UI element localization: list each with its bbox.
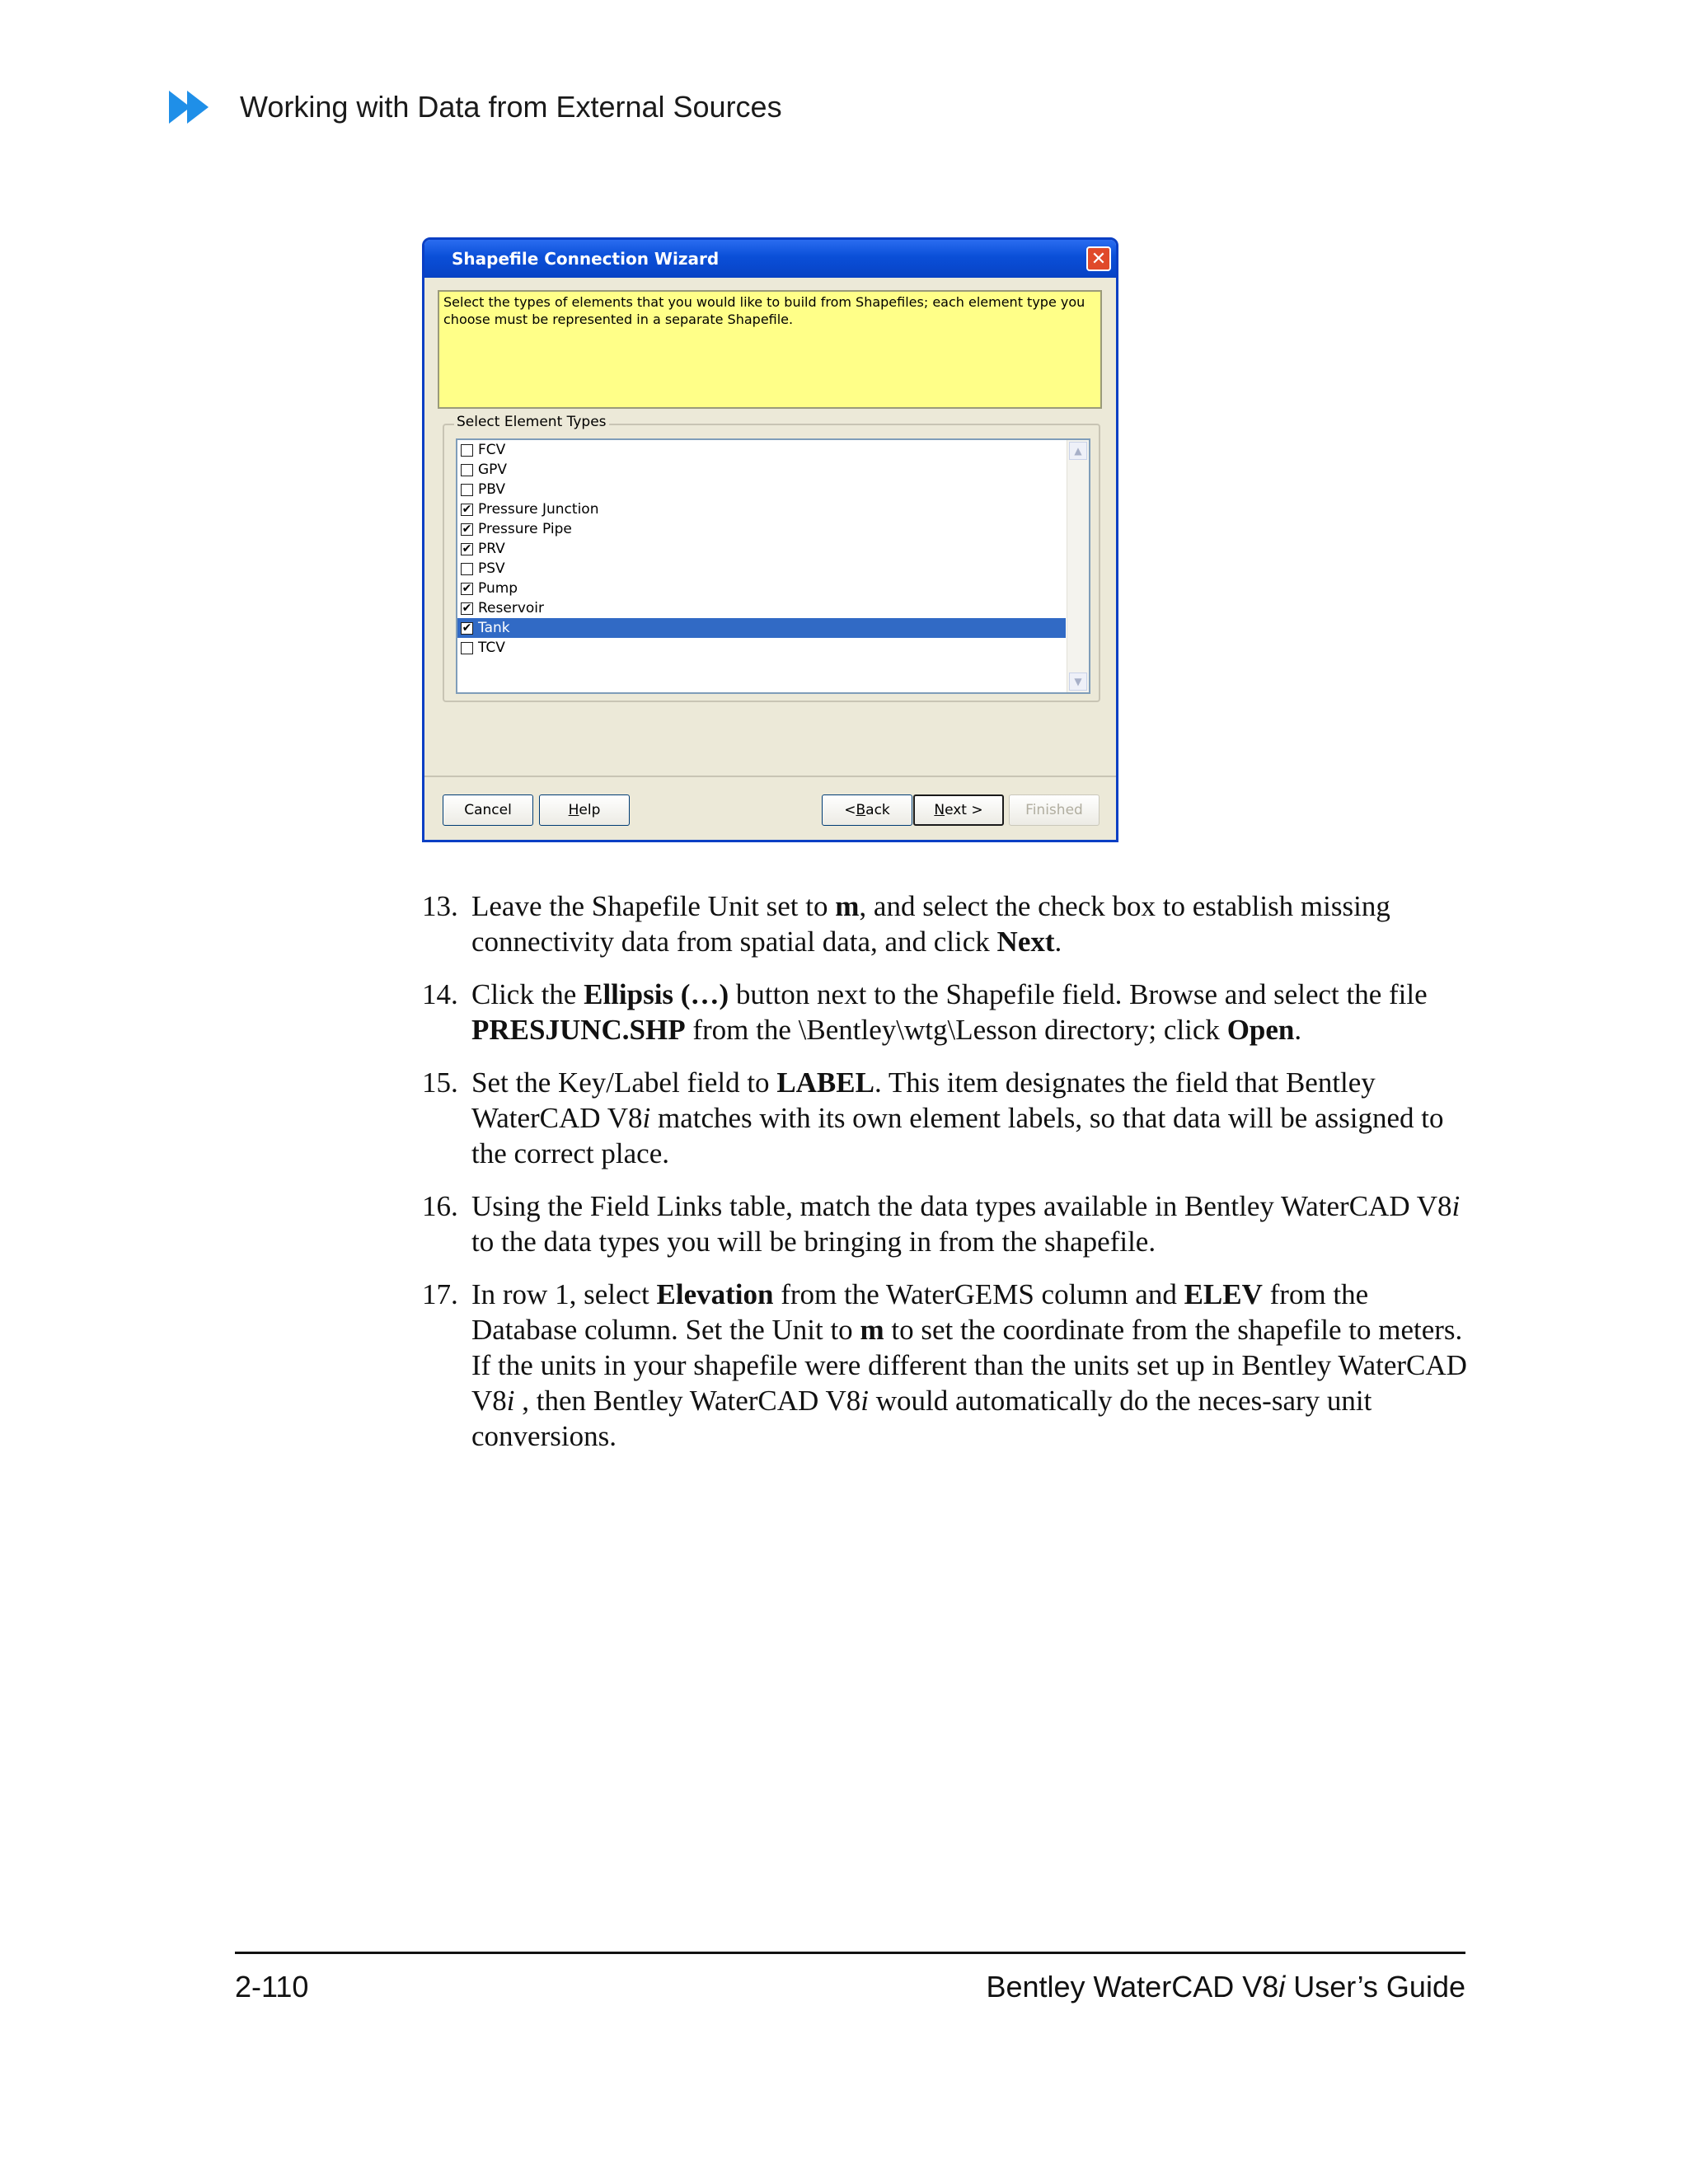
checkbox[interactable]: [461, 444, 473, 457]
checkbox[interactable]: [461, 642, 473, 654]
shapefile-wizard-dialog: [422, 237, 1118, 842]
list-item[interactable]: [457, 638, 1066, 658]
instruction-box: Select the types of elements that you would like to build from Shapefiles; each element type you choose must be represented in a separate Shapefile.: [438, 290, 1102, 409]
cancel-button[interactable]: Cancel: [443, 794, 533, 826]
footer-rule: [235, 1952, 1465, 1954]
step-number: 16.: [422, 1190, 458, 1222]
checkbox[interactable]: [461, 563, 473, 575]
step-number: 15.: [422, 1066, 458, 1099]
checkbox[interactable]: [461, 484, 473, 496]
element-types-list[interactable]: [456, 438, 1090, 694]
list-item[interactable]: [457, 539, 1066, 559]
help-button[interactable]: H elp: [539, 794, 630, 826]
back-button[interactable]: < B ack: [822, 794, 912, 826]
step-item: [422, 1065, 1469, 1171]
checkbox[interactable]: ✔: [462, 522, 472, 536]
list-item-label: PRV: [478, 541, 505, 557]
list-item[interactable]: [457, 519, 1066, 539]
list-item[interactable]: [457, 460, 1066, 480]
list-item[interactable]: [457, 598, 1066, 618]
step-text: Leave the Shapefile Unit set to m, and select the check box to establish missing connectivity data from spatial data, and click Next.: [471, 890, 1390, 958]
checkbox[interactable]: ✔: [462, 621, 472, 635]
page-number: 2-110: [235, 1970, 309, 2004]
guide-title: Bentley WaterCAD V8i User’s Guide: [986, 1970, 1465, 2004]
double-chevron-icon: [169, 89, 222, 125]
checkbox[interactable]: ✔: [462, 502, 472, 516]
element-types-group: [443, 414, 1100, 702]
step-item: [422, 888, 1469, 959]
list-item-label: PSV: [478, 560, 505, 577]
dialog-title: Shapefile Connection Wizard: [452, 249, 720, 269]
dialog-titlebar[interactable]: [424, 240, 1116, 278]
close-icon[interactable]: ✕: [1086, 246, 1111, 271]
step-number: 17.: [422, 1278, 458, 1310]
step-item: [422, 1277, 1469, 1454]
instruction-steps: [422, 888, 1469, 1471]
step-item: [422, 1188, 1469, 1259]
checkbox[interactable]: [461, 464, 473, 476]
scroll-up-icon[interactable]: ▲: [1069, 442, 1087, 460]
step-number: 14.: [422, 978, 458, 1010]
checkbox[interactable]: ✔: [462, 541, 472, 555]
page-header: [169, 87, 782, 128]
checkbox[interactable]: ✔: [462, 601, 472, 615]
step-text: Click the Ellipsis (…) button next to the Shapefile field. Browse and select the file PRESJUNC.SHP from the \Bentley\wtg\Lesson directory; click Open.: [471, 978, 1428, 1046]
step-text: Set the Key/Label field to LABEL. This item designates the field that Bentley WaterCAD V8i matches with its own element labels, so that data will be assigned to the correct place.: [471, 1066, 1444, 1169]
list-item-label: Reservoir: [478, 600, 544, 616]
list-item-label: TCV: [478, 640, 505, 656]
button-divider: [424, 776, 1116, 777]
step-text: In row 1, select Elevation from the WaterGEMS column and ELEV from the Database column. Set the Unit to m to set the coordinate from the shapefile to meters. If the units in your shapefile were different than the units set up in Bentley WaterCAD V8i , then Bentley WaterCAD V8i would automatically do the neces-sary unit conversions.: [471, 1278, 1467, 1452]
scroll-down-icon[interactable]: ▼: [1069, 673, 1087, 691]
list-item[interactable]: [457, 499, 1066, 519]
step-item: [422, 977, 1469, 1047]
list-item-label: Pressure Pipe: [478, 521, 572, 537]
step-text: Using the Field Links table, match the data types available in Bentley WaterCAD V8i to the data types you will be bringing in from the shapefile.: [471, 1190, 1461, 1258]
group-label: Select Element Types: [454, 414, 609, 430]
step-number: 13.: [422, 890, 458, 922]
finished-button: Finished: [1009, 794, 1100, 826]
list-item-label: GPV: [478, 462, 508, 478]
list-item[interactable]: [457, 559, 1066, 579]
list-item-label: Pump: [478, 580, 518, 597]
list-item[interactable]: [457, 618, 1066, 638]
list-item-label: Tank: [478, 620, 510, 636]
next-button[interactable]: N ext >: [913, 794, 1004, 826]
list-item[interactable]: [457, 579, 1066, 598]
list-item-label: Pressure Junction: [478, 501, 599, 518]
list-item[interactable]: [457, 480, 1066, 499]
checkbox[interactable]: ✔: [462, 581, 472, 595]
header-title: Working with Data from External Sources: [240, 90, 782, 124]
list-item[interactable]: [457, 440, 1066, 460]
list-scrollbar[interactable]: [1067, 440, 1089, 692]
list-item-label: PBV: [478, 481, 506, 498]
list-item-label: FCV: [478, 442, 506, 458]
